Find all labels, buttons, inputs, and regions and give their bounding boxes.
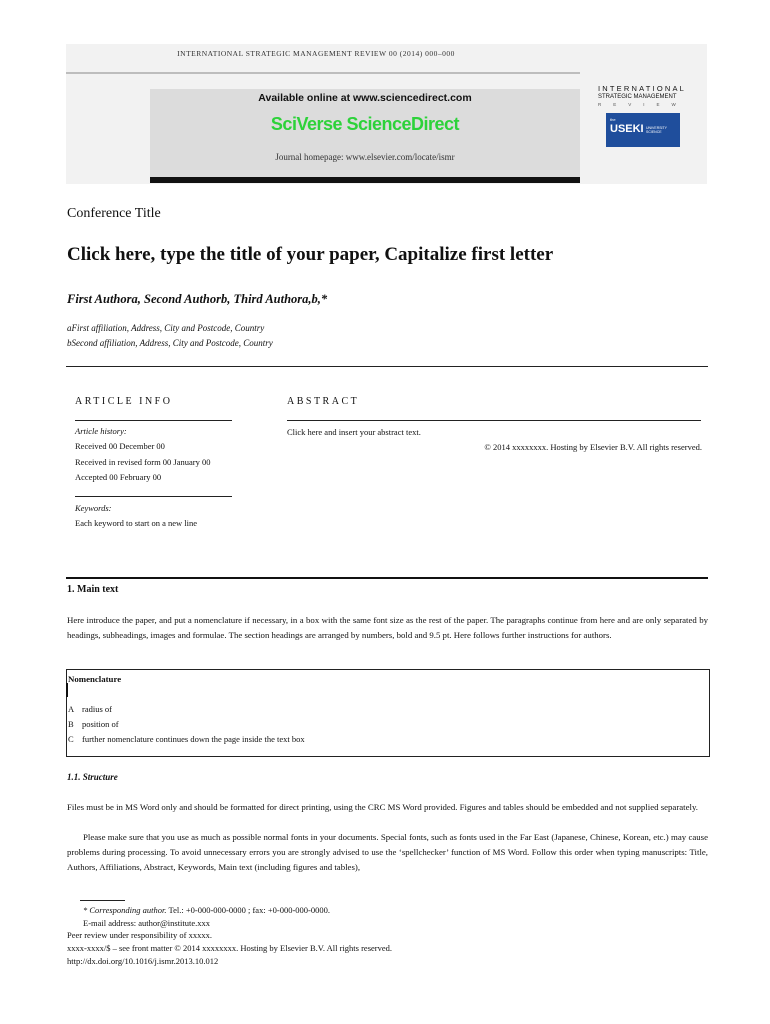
affiliation-b: bSecond affiliation, Address, City and Postcode, Country xyxy=(67,338,273,348)
publisher-logo-name: USEKI xyxy=(610,123,644,135)
footnote-email: E-mail address: author@institute.xxx xyxy=(83,918,211,928)
abstract-rule xyxy=(287,420,701,421)
section-paragraph: Here introduce the paper, and put a nomenclature if necessary, in a box with the same font size as the rest of the paper. The paragraphs continue from here and are only separated by headings, subheadings, images and formulae. The section headings are arranged by numbers, bold and 9.5 pt. Here follows further instructions for authors. xyxy=(67,615,708,640)
history-revised: Received in revised form 00 January 00 xyxy=(75,457,211,467)
footnote-issn: xxxx-xxxx/$ – see front matter © 2014 xxxxxxxx. Hosting by Elsevier B.V. All rights reserved. xyxy=(67,943,393,953)
publisher-logo xyxy=(606,113,680,147)
nomenclature-desc: further nomenclature continues down the page inside the text box xyxy=(82,734,305,744)
journal-logo-line1: INTERNATIONAL xyxy=(598,84,687,93)
keywords-label: Keywords: xyxy=(75,503,112,513)
affiliation-a: aFirst affiliation, Address, City and Postcode, Country xyxy=(67,323,265,333)
footnote-rule xyxy=(80,900,125,901)
paper-title: Click here, type the title of your paper, Capitalize first letter xyxy=(67,244,554,265)
history-label: Article history: xyxy=(75,426,127,436)
article-info-heading: ARTICLE INFO xyxy=(75,396,173,407)
nomenclature-title: Nomenclature xyxy=(68,674,122,684)
running-head: INTERNATIONAL STRATEGIC MANAGEMENT REVIEW 00 (2014) 000–000 xyxy=(177,49,455,58)
journal-logo xyxy=(598,84,698,176)
keywords-text: Each keyword to start on a new line xyxy=(75,518,198,528)
corresponding-contact: Tel.: +0-000-000-0000 ; fax: +0-000-000-0000. xyxy=(166,905,330,915)
history-accepted: Accepted 00 February 00 xyxy=(75,472,162,482)
nomenclature-symbol: A xyxy=(68,704,75,714)
footnote-peer-review: Peer review under responsibility of xxxxx. xyxy=(67,930,212,940)
history-received: Received 00 December 00 xyxy=(75,441,165,451)
authors: First Authora, Second Authorb, Third Authora,b,* xyxy=(67,292,328,306)
nomenclature-bar xyxy=(66,683,68,697)
abstract-copyright: © 2014 xxxxxxxx. Hosting by Elsevier B.V. All rights reserved. xyxy=(484,442,702,452)
abstract-text: Click here and insert your abstract text. xyxy=(287,427,421,437)
subsection-paragraph-2: Please make sure that you use as much as possible normal fonts in your documents. Special fonts, such as fonts used in the Far East (Japanese, Chinese, Korean, etc.) may cause problems during processing. To avoid unnecessary errors you are strongly advised to use the ‘spellchecker’ function of MS Word. Follow this order when typing manuscripts: Title, Authors, Affiliations, Abstract, Keywords, Main text (including figures and tables), xyxy=(67,832,708,872)
conference-title: Conference Title xyxy=(67,206,161,221)
section-heading: 1. Main text xyxy=(67,584,119,595)
footnote-doi: http://dx.doi.org/10.1016/j.ismr.2013.10.012 xyxy=(67,956,219,966)
subsection-paragraph-1: Files must be in MS Word only and should be formatted for direct printing, using the CRC MS Word provided. Figures and tables should be embedded and not supplied separately. xyxy=(67,802,698,812)
keywords-rule xyxy=(75,496,232,497)
journal-logo-line3: REVIEW xyxy=(598,102,688,107)
nomenclature-desc: radius of xyxy=(82,704,112,714)
title-rule xyxy=(66,366,708,367)
section-rule xyxy=(66,577,708,579)
banner-bottom-bar xyxy=(150,177,580,183)
abstract-heading: ABSTRACT xyxy=(287,396,360,407)
nomenclature-desc: position of xyxy=(82,719,119,729)
available-online-text: Available online at www.sciencedirect.com xyxy=(258,92,472,104)
nomenclature-symbol: C xyxy=(68,734,74,744)
subsection-heading: 1.1. Structure xyxy=(67,772,118,782)
header-rule xyxy=(66,72,580,74)
publisher-logo-small: the xyxy=(610,117,616,122)
journal-homepage: Journal homepage: www.elsevier.com/locate/ismr xyxy=(275,152,455,162)
footnote-corresponding xyxy=(83,905,330,915)
sciverse-logo: SciVerse ScienceDirect xyxy=(270,114,460,134)
journal-logo-line2: STRATEGIC MANAGEMENT xyxy=(598,94,677,100)
corresponding-label: * Corresponding author. xyxy=(83,905,167,915)
article-info-rule xyxy=(75,420,232,421)
nomenclature-symbol: B xyxy=(68,719,74,729)
publisher-logo-caption: UNIVERSITY SCIENCE xyxy=(646,126,667,134)
